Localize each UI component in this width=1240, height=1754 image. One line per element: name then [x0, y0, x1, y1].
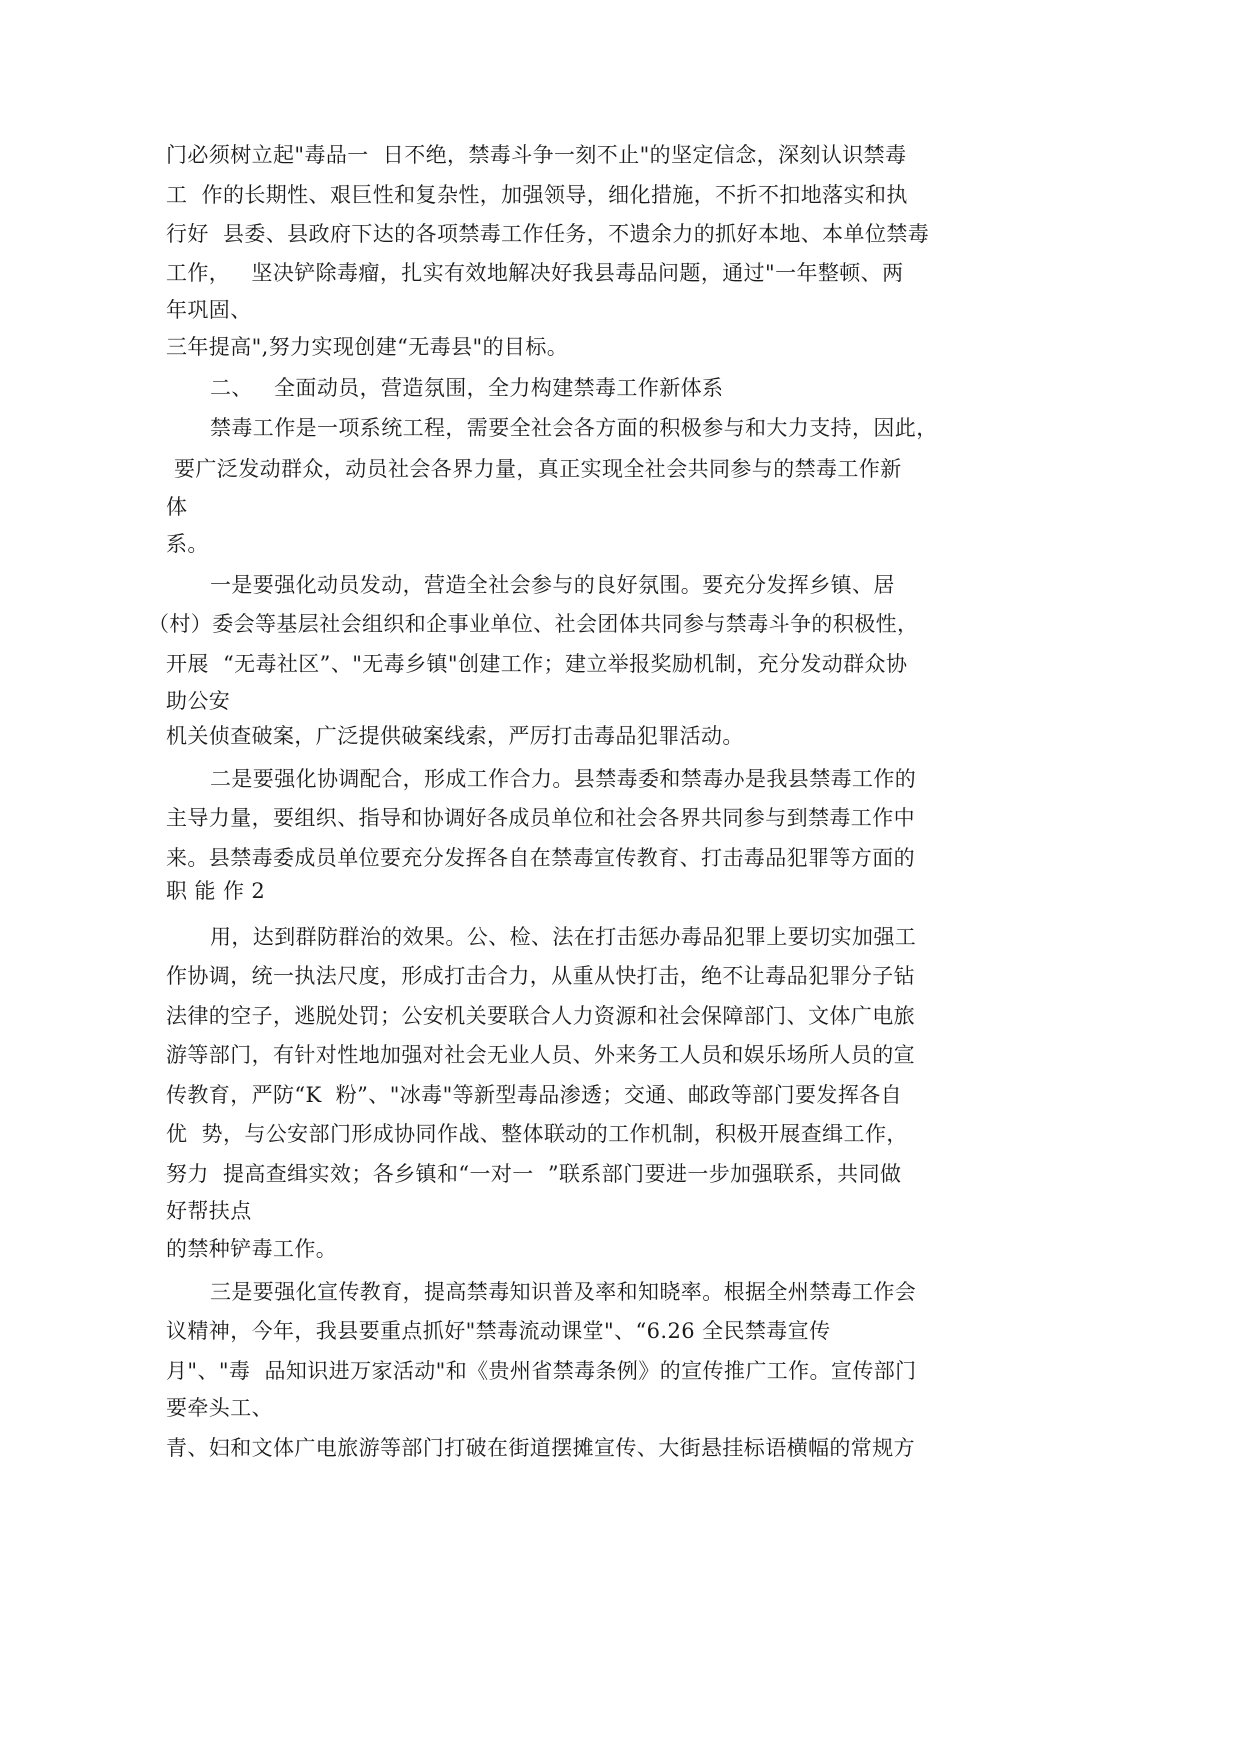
- text-line: 作协调，统一执法尺度，形成打击合力，从重从快打击，绝不让毒品犯罪分子钻: [166, 964, 915, 988]
- text-line: 禁毒工作是一项系统工程，需要全社会各方面的积极参与和大力支持，因此，: [210, 416, 938, 440]
- text-line: 努力 提高查缉实效；各乡镇和“一对一 ”联系部门要进一步加强联系，共同做: [166, 1162, 902, 1186]
- text-line: 行好 县委、县政府下达的各项禁毒工作任务，不遗余力的抓好本地、本单位禁毒: [166, 222, 930, 246]
- text-line: 法律的空子，逃脱处罚；公安机关要联合人力资源和社会保障部门、文体广电旅: [166, 1004, 915, 1028]
- text-line: 系。: [166, 532, 209, 556]
- text-line: 月"、"毒 品知识进万家活动"和《贵州省禁毒条例》的宣传推广工作。宣传部门: [166, 1359, 917, 1383]
- text-line: 要广泛发动群众，动员社会各界力量，真正实现全社会共同参与的禁毒工作新: [174, 457, 902, 481]
- text-line: 游等部门，有针对性地加强对社会无业人员、外来务工人员和娱乐场所人员的宣: [166, 1043, 915, 1067]
- text-line: 助公安: [166, 689, 231, 713]
- text-line: 机关侦查破案，广泛提供破案线索，严厉打击毒品犯罪活动。: [166, 724, 744, 748]
- text-line: 工 作的长期性、艰巨性和复杂性，加强领导，细化措施，不折不扣地落实和执: [166, 183, 908, 207]
- text-line: 三年提高",努力实现创建“无毒县"的目标。: [166, 335, 569, 359]
- text-line: 议精神，今年，我县要重点抓好"禁毒流动课堂"、“6.26 全民禁毒宣传: [166, 1319, 831, 1343]
- text-line: 一是要强化动员发动，营造全社会参与的良好氛围。要充分发挥乡镇、居: [210, 573, 895, 597]
- text-line: 工作， 坚决铲除毒瘤，扎实有效地解决好我县毒品问题，通过"一年整顿、两: [166, 261, 904, 285]
- text-line: 年巩固、: [166, 298, 252, 322]
- text-line: 三是要强化宣传教育，提高禁毒知识普及率和知晓率。根据全州禁毒工作会: [210, 1280, 917, 1304]
- text-line: 来。县禁毒委成员单位要充分发挥各自在禁毒宣传教育、打击毒品犯罪等方面的: [166, 846, 915, 870]
- text-line: 开展 “无毒社区”、"无毒乡镇"创建工作；建立举报奖励机制，充分发动群众协: [166, 652, 908, 676]
- text-line: （村）委会等基层社会组织和企事业单位、社会团体共同参与禁毒斗争的积极性，: [148, 612, 919, 636]
- text-line: 好帮扶点: [166, 1199, 252, 1223]
- text-line: 体: [166, 495, 188, 519]
- text-line: 的禁种铲毒工作。: [166, 1237, 338, 1261]
- text-line: 二是要强化协调配合，形成工作合力。县禁毒委和禁毒办是我县禁毒工作的: [210, 767, 917, 791]
- text-line: 门必须树立起"毒品一 日不绝，禁毒斗争一刻不止"的坚定信念，深刻认识禁毒: [166, 143, 907, 167]
- page-number-line: 职 能 作 2: [166, 879, 266, 903]
- text-line: 优 势，与公安部门形成协同作战、整体联动的工作机制，积极开展查缉工作，: [166, 1122, 908, 1146]
- text-line: 主导力量，要组织、指导和协调好各成员单位和社会各界共同参与到禁毒工作中: [166, 806, 915, 830]
- text-line: 用，达到群防群治的效果。公、检、法在打击惩办毒品犯罪上要切实加强工: [210, 925, 917, 949]
- text-line: 要牵头工、: [166, 1396, 273, 1420]
- text-line: 传教育，严防“K 粉”、"冰毒"等新型毒品渗透；交通、邮政等部门要发挥各自: [166, 1083, 903, 1107]
- text-line: 青、妇和文体广电旅游等部门打破在街道摆摊宣传、大街悬挂标语横幅的常规方: [166, 1436, 915, 1460]
- section-heading: 二、 全面动员，营造氛围，全力构建禁毒工作新体系: [210, 376, 724, 400]
